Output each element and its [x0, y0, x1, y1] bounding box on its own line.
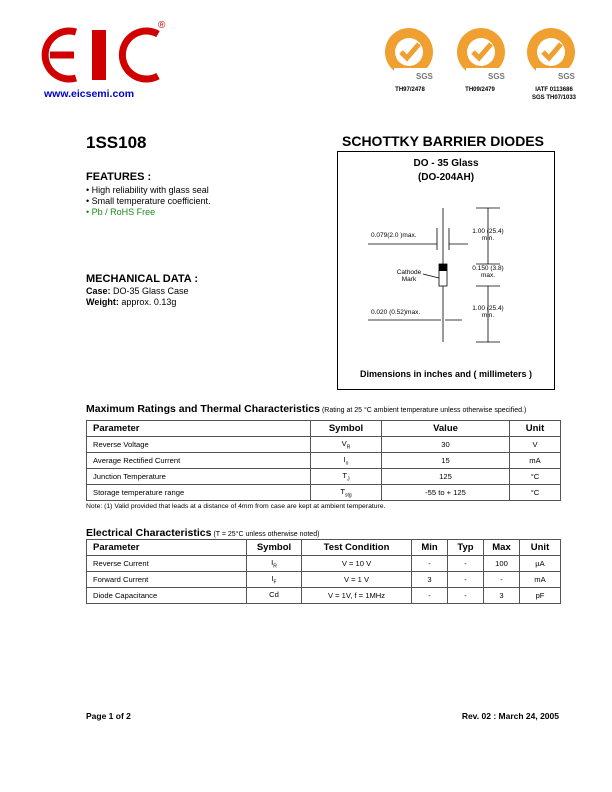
dim-lead-length-top: 1.00 (25.4) min. — [472, 228, 504, 242]
feature-item: • Small temperature coefficient. — [86, 196, 211, 206]
sgs-badge-text: SGS — [416, 72, 433, 81]
table-header-row — [87, 421, 561, 437]
mechanical-heading: MECHANICAL DATA : — [86, 273, 199, 285]
cert-code-3: IATF 0113686 SGS TH07/1033 — [531, 87, 577, 101]
package-name: DO - 35 Glass — [413, 158, 479, 169]
col-symbol: Symbol — [311, 421, 382, 437]
table-row: Junction Temperature $T_J$ 125 °C — [87, 469, 561, 485]
dim-body-diameter: 0.079(2.0 )max. — [371, 232, 417, 239]
col-value: Value — [382, 421, 510, 437]
dimensions-note: Dimensions in inches and ( millimeters ) — [359, 369, 533, 379]
package-outline-box — [337, 151, 555, 390]
table-row: Reverse Current $I_R$ V = 10 V - - 100 µA — [87, 556, 561, 572]
website-link[interactable]: www.eicsemi.com — [44, 88, 135, 100]
package-code: (DO-204AH) — [417, 172, 475, 183]
sgs-badge-text: SGS — [488, 72, 505, 81]
table-row: Reverse Voltage $V_R$ 30 V — [87, 437, 561, 453]
features-list — [86, 185, 211, 218]
max-ratings-note: Note: (1) Valid provided that leads at a distance of 4mm from case are kept at ambient temperature. — [86, 503, 386, 510]
col-unit: Unit — [510, 421, 561, 437]
electrical-table — [86, 539, 561, 604]
feature-item: • High reliability with glass seal — [86, 185, 209, 195]
dim-body-length: 0.150 (3.8) max. — [472, 265, 504, 279]
max-ratings-table — [86, 420, 561, 501]
sgs-badge-text: SGS — [558, 72, 575, 81]
mechanical-case: Case: DO-35 Glass Case — [86, 286, 189, 296]
max-ratings-title: Maximum Ratings and Thermal Characteristics (Rating at 25 °C ambient temperature unless otherwise specified.) — [86, 403, 527, 415]
dim-lead-length-bottom: 1.00 (25.4) min. — [472, 305, 504, 319]
table-row: Storage temperature range $T_{stg}$ -55 to + 125 °C — [87, 485, 561, 501]
sgs-certification-badge — [518, 22, 584, 88]
feature-item: • Pb / RoHS Free — [86, 207, 156, 217]
mechanical-weight: Weight: approx. 0.13g — [86, 297, 177, 307]
electrical-title: Electrical Characteristics (T = 25°C unless otherwise noted) — [86, 527, 320, 539]
sgs-certification-badge — [448, 22, 514, 88]
diode-outline-drawing — [338, 152, 556, 391]
table-row: Average Rectified Current $I_o$ 15 mA — [87, 453, 561, 469]
table-header-row: Parameter Symbol Test Condition Min Typ Max Unit — [87, 540, 561, 556]
max-ratings-condition: (Rating at 25 °C ambient temperature unless otherwise specified.) — [320, 407, 527, 414]
cert-code-1: TH97/2478 — [395, 87, 425, 93]
table-row: Diode Capacitance Cd V = 1V, f = 1MHz - - 3 pF — [87, 588, 561, 604]
cathode-mark-label: Cathode Mark — [396, 269, 422, 283]
page-number: Page 1 of 2 — [86, 711, 131, 721]
dim-lead-diameter: 0.020 (0.52)max. — [371, 309, 421, 316]
cert-code-2: TH09/2479 — [465, 87, 495, 93]
table-row: Forward Current $I_F$ V = 1 V 3 - - mA — [87, 572, 561, 588]
sgs-certification-badge — [376, 22, 442, 88]
col-parameter: Parameter — [87, 421, 311, 437]
eic-logo — [36, 22, 164, 88]
revision-date: Rev. 02 : March 24, 2005 — [461, 711, 559, 721]
part-number: 1SS108 — [86, 133, 147, 152]
registered-mark: ® — [158, 20, 166, 31]
product-description: SCHOTTKY BARRIER DIODES — [342, 133, 544, 149]
electrical-condition: (T = 25°C unless otherwise noted) — [211, 531, 320, 538]
features-heading: FEATURES : — [86, 171, 152, 183]
cathode-band — [439, 264, 447, 271]
